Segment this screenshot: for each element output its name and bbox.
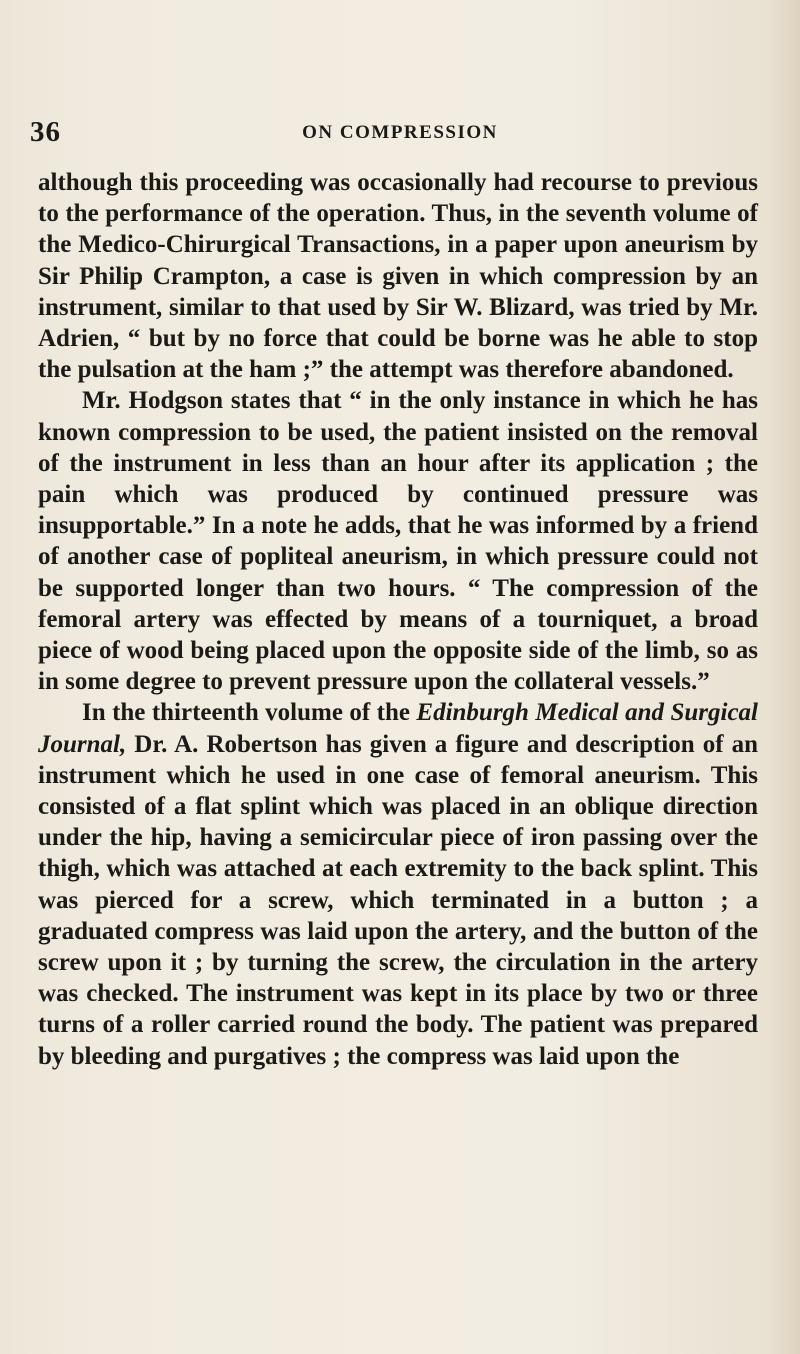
- running-head: ON COMPRESSION: [302, 122, 498, 143]
- paragraph-3: [38, 697, 758, 1071]
- paragraph-3-text-end: Dr. A. Robertson has given a figure and description of an instrument which he used in one case of femoral aneurism. This consisted of a flat splint which was placed in an oblique direction under the hip, having a semicircular piece of iron passing over the thigh, which was attached at each extremity to the back splint. This was pierced for a screw, which terminated in a button ; a graduated compress was laid upon the artery, and the button of the screw upon it ; by turning the screw, the circulation in the artery was checked. The instrument was kept in its place by two or three turns of a roller carried round the body. The patient was prepared by bleeding and purgatives ; the compress was laid upon the: [38, 730, 758, 1070]
- journal-title: Edinburgh Medical and Surgical Journal,: [38, 699, 758, 758]
- paragraph-3-text-start: In the thirteenth volume of the: [82, 699, 417, 727]
- page-header: [30, 116, 770, 152]
- page-number: 36: [30, 116, 61, 148]
- paragraph-2: Mr. Hodgson states that “ in the only instance in which he has known compression to be used, the patient insisted on the removal of the instrument in less than an hour after its application ; the pain which was produced by continued pressure was insupportable.” In a note he adds, that he was informed by a friend of another case of popliteal aneurism, in which pressure could not be supported longer than two hours. “ The compression of the femoral artery was effected by means of a tourniquet, a broad piece of wood being placed upon the opposite side of the limb, so as in some degree to prevent pressure upon the collateral vessels.”: [38, 387, 758, 696]
- paragraph-1: although this proceeding was occasionally had recourse to previous to the performance of the operation. Thus, in the seventh volume of the Medico-Chirurgical Transactions, in a paper upon aneurism by Sir Philip Crampton, a case is given in which compression by an instrument, similar to that used by Sir W. Blizard, was tried by Mr. Adrien, “ but by no force that could be borne was he able to stop the pulsation at the ham ;” the attempt was therefore abandoned.: [38, 169, 758, 384]
- body-text: [38, 167, 758, 1072]
